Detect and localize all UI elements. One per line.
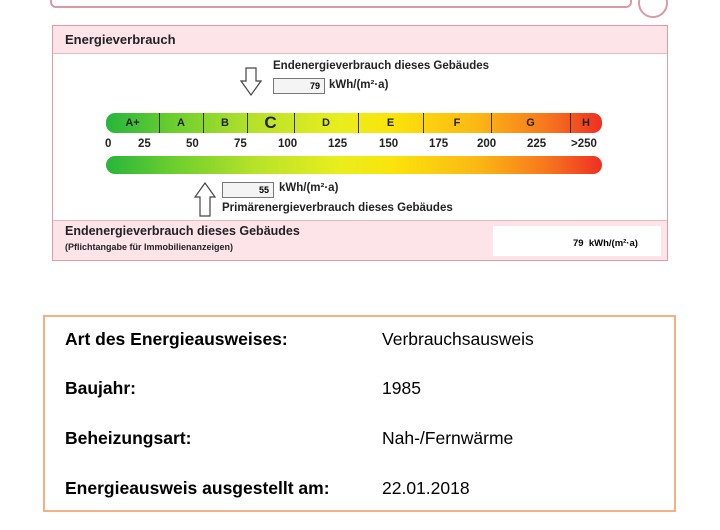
tick-label: 75 xyxy=(234,138,247,150)
detail-value: 1985 xyxy=(382,378,421,398)
top-frame-edge xyxy=(50,0,632,8)
detail-value: Nah-/Fernwärme xyxy=(382,428,514,448)
class-label: A+ xyxy=(125,117,140,129)
class-label: E xyxy=(386,117,395,129)
footer-value: 79 kWh/(m²·a) xyxy=(573,238,638,249)
card-header xyxy=(53,26,667,54)
scale-ticks xyxy=(53,138,667,154)
tick-label: 0 xyxy=(105,138,112,150)
primary-energy-value: 55 xyxy=(222,182,274,198)
class-label-highlighted: C xyxy=(264,113,277,132)
footer-value-box xyxy=(493,226,661,256)
tick-label: 50 xyxy=(186,138,199,150)
end-energy-value: 79 xyxy=(273,78,325,94)
primary-energy-unit: kWh/(m²·a) xyxy=(279,182,339,194)
energy-gradient-bar xyxy=(106,156,602,174)
primary-energy-label: Primärenergieverbrauch dieses Gebäudes xyxy=(222,202,453,214)
class-label: B xyxy=(221,117,229,129)
end-energy-arrow-icon xyxy=(240,67,262,97)
tick-label: 100 xyxy=(278,138,298,150)
footer-subtitle: (Pflichtangabe für Immobilienanzeigen) xyxy=(65,242,234,252)
card-footer xyxy=(53,220,667,261)
tick-label: 200 xyxy=(477,138,497,150)
class-label: H xyxy=(582,117,590,129)
tick-label: 150 xyxy=(379,138,399,150)
detail-value: 22.01.2018 xyxy=(382,478,470,498)
tick-label: 175 xyxy=(429,138,449,150)
class-label: A xyxy=(177,117,185,129)
detail-value: Verbrauchsausweis xyxy=(382,329,534,349)
end-energy-label: Endenergieverbrauch dieses Gebäudes xyxy=(273,60,490,72)
end-energy-unit: kWh/(m²·a) xyxy=(329,79,389,91)
energy-class-bar xyxy=(106,113,602,133)
detail-label: Baujahr: xyxy=(65,378,136,398)
class-label: D xyxy=(322,117,330,129)
class-label: G xyxy=(526,117,535,129)
footer-title: Endenergieverbrauch dieses Gebäudes xyxy=(65,224,300,238)
card-title: Energieverbrauch xyxy=(65,32,176,47)
tick-label: >250 xyxy=(571,138,597,150)
energy-details-box xyxy=(43,315,676,512)
tick-label: 225 xyxy=(527,138,547,150)
detail-label: Beheizungsart: xyxy=(65,428,192,448)
tick-label: 25 xyxy=(138,138,151,150)
detail-label: Energieausweis ausgestellt am: xyxy=(65,478,330,498)
tick-label: 125 xyxy=(328,138,348,150)
class-label: F xyxy=(453,117,461,129)
top-circle-edge xyxy=(638,0,668,18)
detail-label: Art des Energieausweises: xyxy=(65,329,288,349)
energy-label-card xyxy=(52,25,668,261)
primary-energy-arrow-icon xyxy=(194,182,216,218)
